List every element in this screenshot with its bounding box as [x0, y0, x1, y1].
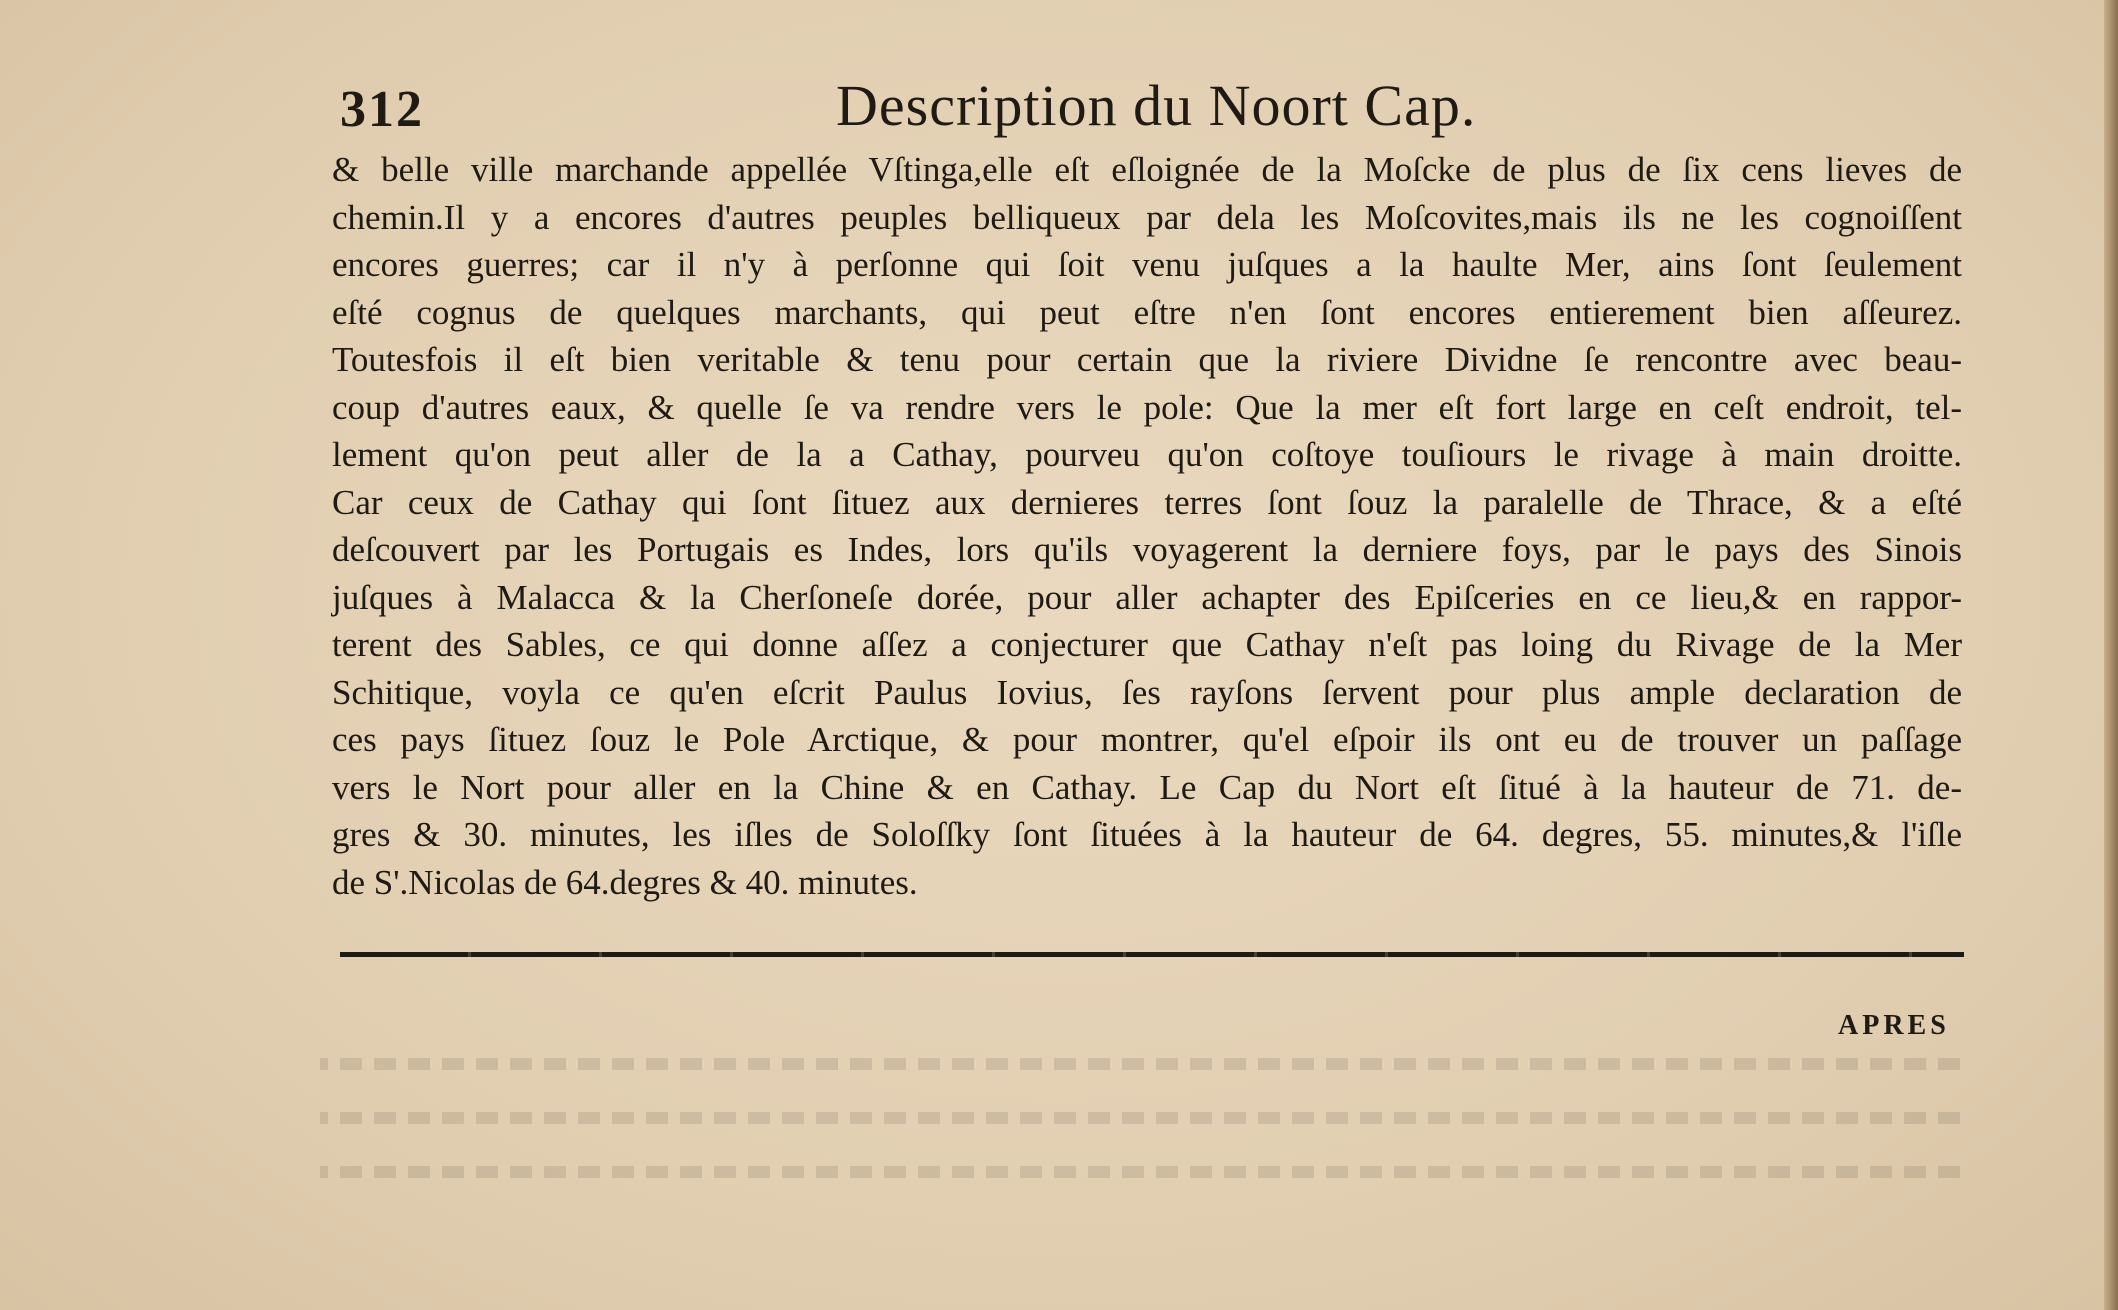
body-text [332, 146, 1962, 906]
text-line: chemin.Il y a encores d'autres peuples belliqueux par dela les Moſcovites,mais ils ne les cognoiſſent [332, 197, 1962, 237]
text-line: Car ceux de Cathay qui ſont ſituez aux dernieres terres ſont ſouz la paralelle de Thrace, & a eſté [332, 482, 1962, 522]
bleed-line [320, 1148, 1960, 1180]
page-number: 312 [340, 81, 424, 138]
catchword: APRES [1838, 1010, 1950, 1041]
text-line: coup d'autres eaux, & quelle ſe va rendre vers le pole: Que la mer eſt fort large en ceſt endroit, tel- [332, 387, 1962, 427]
text-line: lement qu'on peut aller de la a Cathay, pourveu qu'on coſtoye touſiours le rivage à main droitte. [332, 435, 1962, 474]
bleed-line [320, 1094, 1960, 1148]
bleed-line [320, 1040, 1960, 1094]
horizontal-rule [340, 952, 1964, 957]
text-line: gres & 30. minutes, les iſles de Soloſſky ſont ſituées à la hauteur de 64. degres, 55. minutes,& l'iſle [332, 815, 1962, 854]
text-line: & belle ville marchande appellée Vſtinga,elle eſt eſloignée de la Moſcke de plus de ſix cens lieves de [332, 150, 1962, 189]
show-through-bleed [320, 1040, 1960, 1180]
text-line: Toutesfois il eſt bien veritable & tenu pour certain que la riviere Dividne ſe rencontre avec beau- [332, 340, 1962, 379]
text-line: juſques à Malacca & la Cherſoneſe dorée, pour aller achapter des Epiſceries en ce lieu,& en rappor- [332, 577, 1962, 617]
text-line: vers le Nort pour aller en la Chine & en Cathay. Le Cap du Nort eſt ſitué à la hauteur de 71. de- [332, 767, 1962, 807]
text-line: ces pays ſituez ſouz le Pole Arctique, & pour montrer, qu'el eſpoir ils ont eu de trouver un paſſage [332, 720, 1962, 759]
text-line: de S'.Nicolas de 64.degres & 40. minutes. [332, 862, 918, 902]
page-edge [2104, 0, 2118, 1310]
running-title: Description du Noort Cap. [836, 73, 1477, 138]
text-line: eſté cognus de quelques marchants, qui peut eſtre n'en ſont encores entierement bien aſſeurez. [332, 292, 1962, 332]
text-line: Schitique, voyla ce qu'en eſcrit Paulus Iovius, ſes rayſons ſervent pour plus ample declaration de [332, 672, 1962, 712]
text-line: terent des Sables, ce qui donne aſſez a conjecturer que Cathay n'eſt pas loing du Rivage de la Mer [332, 625, 1962, 664]
text-line: encores guerres; car il n'y à perſonne qui ſoit venu juſques a la haulte Mer, ains ſont ſeulement [332, 245, 1962, 284]
page-header [340, 72, 1960, 142]
text-line: deſcouvert par les Portugais es Indes, lors qu'ils voyagerent la derniere foys, par le pays des Sinois [332, 530, 1962, 569]
